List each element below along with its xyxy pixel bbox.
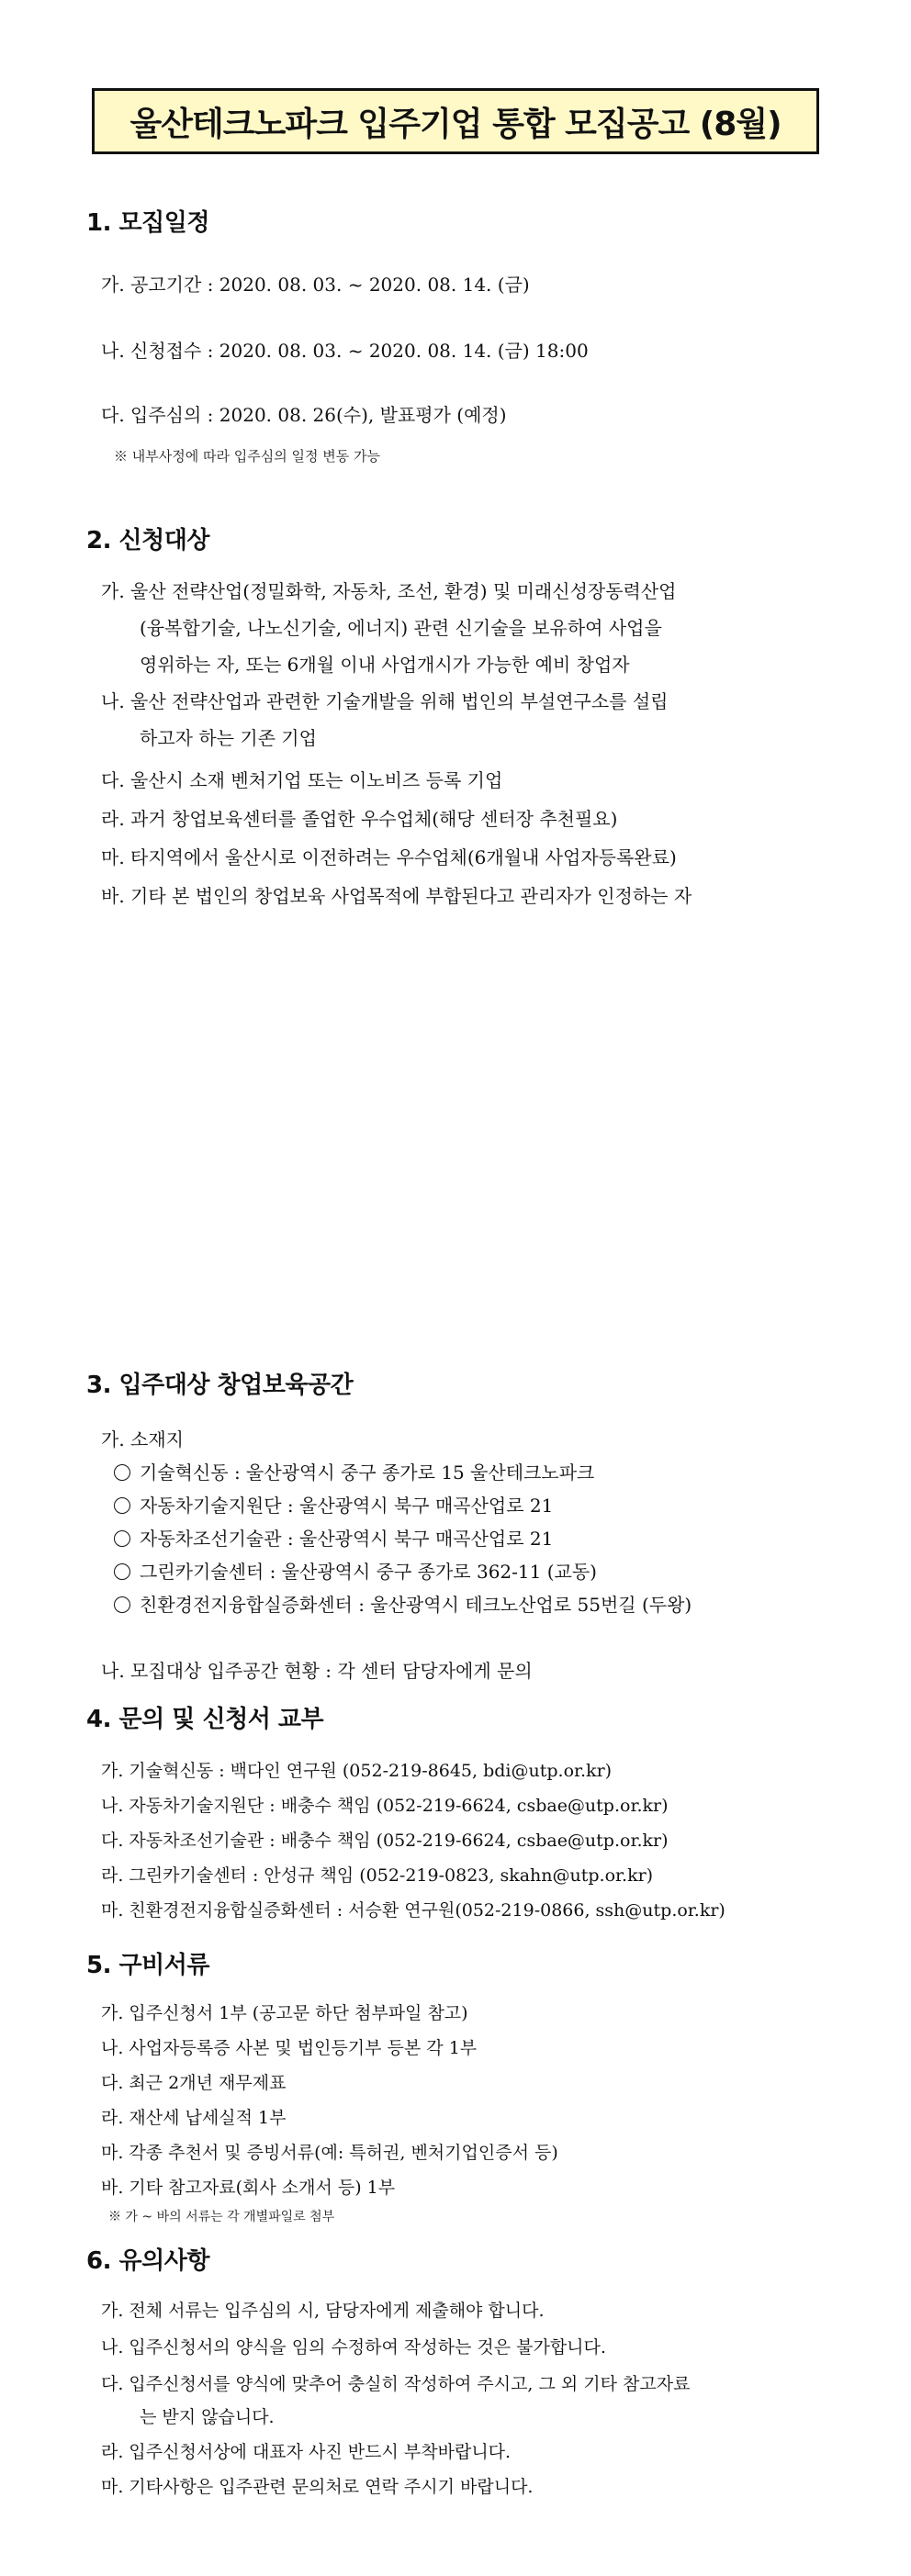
- notes-line: 는 받지 않습니다.: [140, 2407, 275, 2427]
- location-label: 가. 소재지: [101, 1428, 184, 1450]
- circle-bullet-icon: [114, 1464, 130, 1481]
- document-line: 마. 각종 추천서 및 증빙서류(예: 특허권, 벤처기업인증서 등): [101, 2143, 558, 2163]
- location-item: 자동차기술지원단 : 울산광역시 북구 매곡산업로 21: [114, 1491, 553, 1518]
- page-title: 울산테크노파크 입주기업 통합 모집공고 (8월): [92, 88, 819, 154]
- section-heading-eligibility: 2. 신청대상: [86, 527, 209, 554]
- document-line: 다. 최근 2개년 재무제표: [101, 2073, 287, 2093]
- schedule-line: 다. 입주심의 : 2020. 08. 26(수), 발표평가 (예정): [101, 404, 507, 426]
- notes-line: 마. 기타사항은 입주관련 문의처로 연락 주시기 바랍니다.: [101, 2477, 534, 2497]
- notes-line: 가. 전체 서류는 입주심의 시, 담당자에게 제출해야 합니다.: [101, 2301, 545, 2321]
- eligibility-line: 나. 울산 전략산업과 관련한 기술개발을 위해 법인의 부설연구소를 설립: [101, 690, 669, 712]
- eligibility-line: (융복합기술, 나노신기술, 에너지) 관련 신기술을 보유하여 사업을: [140, 617, 662, 639]
- notes-line: 다. 입주신청서를 양식에 맞추어 충실히 작성하여 주시고, 그 외 기타 참고자료: [101, 2374, 691, 2394]
- circle-bullet-icon: [114, 1563, 130, 1580]
- circle-bullet-icon: [114, 1497, 130, 1514]
- contact-line: 나. 자동차기술지원단 : 배충수 책임 (052-219-6624, csbae@utp.or.kr): [101, 1796, 669, 1816]
- schedule-line: 가. 공고기간 : 2020. 08. 03. ~ 2020. 08. 14. (금): [101, 274, 530, 296]
- section-heading-contact: 4. 문의 및 신청서 교부: [86, 1706, 324, 1733]
- contact-line: 마. 친환경전지융합실증화센터 : 서승환 연구원(052-219-0866, ssh@utp.or.kr): [101, 1900, 725, 1921]
- document-line: 바. 기타 참고자료(회사 소개서 등) 1부: [101, 2178, 396, 2198]
- circle-bullet-icon: [114, 1530, 130, 1547]
- document-line: 나. 사업자등록증 사본 및 법인등기부 등본 각 1부: [101, 2038, 478, 2058]
- notes-line: 라. 입주신청서상에 대표자 사진 반드시 부착바랍니다.: [101, 2442, 512, 2462]
- location-item: 자동차조선기술관 : 울산광역시 북구 매곡산업로 21: [114, 1524, 553, 1551]
- eligibility-line: 바. 기타 본 법인의 창업보육 사업목적에 부합된다고 관리자가 인정하는 자: [101, 885, 692, 907]
- section-heading-documents: 5. 구비서류: [86, 1952, 209, 1979]
- document-line: 가. 입주신청서 1부 (공고문 하단 첨부파일 참고): [101, 2003, 468, 2023]
- notes-line: 나. 입주신청서의 양식을 임의 수정하여 작성하는 것은 불가합니다.: [101, 2337, 606, 2358]
- section-heading-notes: 6. 유의사항: [86, 2247, 209, 2275]
- location-item: 그린카기술센터 : 울산광역시 중구 종가로 362-11 (교동): [114, 1557, 597, 1584]
- eligibility-line: 가. 울산 전략산업(정밀화학, 자동차, 조선, 환경) 및 미래신성장동력산업: [101, 580, 677, 602]
- eligibility-line: 영위하는 자, 또는 6개월 이내 사업개시가 가능한 예비 창업자: [140, 654, 630, 676]
- schedule-note: ※ 내부사정에 따라 입주심의 일정 변동 가능: [114, 448, 380, 465]
- contact-line: 가. 기술혁신동 : 백다인 연구원 (052-219-8645, bdi@utp.or.kr): [101, 1761, 613, 1781]
- circle-bullet-icon: [114, 1596, 130, 1613]
- schedule-line: 나. 신청접수 : 2020. 08. 03. ~ 2020. 08. 14. (금) 18:00: [101, 340, 589, 362]
- eligibility-line: 마. 타지역에서 울산시로 이전하려는 우수업체(6개월내 사업자등록완료): [101, 846, 677, 868]
- eligibility-line: 하고자 하는 기존 기업: [140, 727, 317, 749]
- document-line: 라. 재산세 납세실적 1부: [101, 2108, 287, 2128]
- contact-line: 라. 그린카기술센터 : 안성규 책임 (052-219-0823, skahn@utp.or.kr): [101, 1865, 654, 1886]
- section-heading-space: 3. 입주대상 창업보육공간: [86, 1372, 354, 1399]
- documents-note: ※ 가 ~ 바의 서류는 각 개별파일로 첨부: [108, 2210, 335, 2224]
- section-heading-schedule: 1. 모집일정: [86, 209, 209, 237]
- eligibility-line: 다. 울산시 소재 벤처기업 또는 이노비즈 등록 기업: [101, 769, 503, 791]
- space-status: 나. 모집대상 입주공간 현황 : 각 센터 담당자에게 문의: [101, 1660, 533, 1682]
- contact-line: 다. 자동차조선기술관 : 배충수 책임 (052-219-6624, csbae@utp.or.kr): [101, 1831, 669, 1851]
- location-item: 친환경전지융합실증화센터 : 울산광역시 테크노산업로 55번길 (두왕): [114, 1590, 692, 1617]
- location-item: 기술혁신동 : 울산광역시 중구 종가로 15 울산테크노파크: [114, 1458, 594, 1484]
- eligibility-line: 라. 과거 창업보육센터를 졸업한 우수업체(해당 센터장 추천필요): [101, 808, 618, 830]
